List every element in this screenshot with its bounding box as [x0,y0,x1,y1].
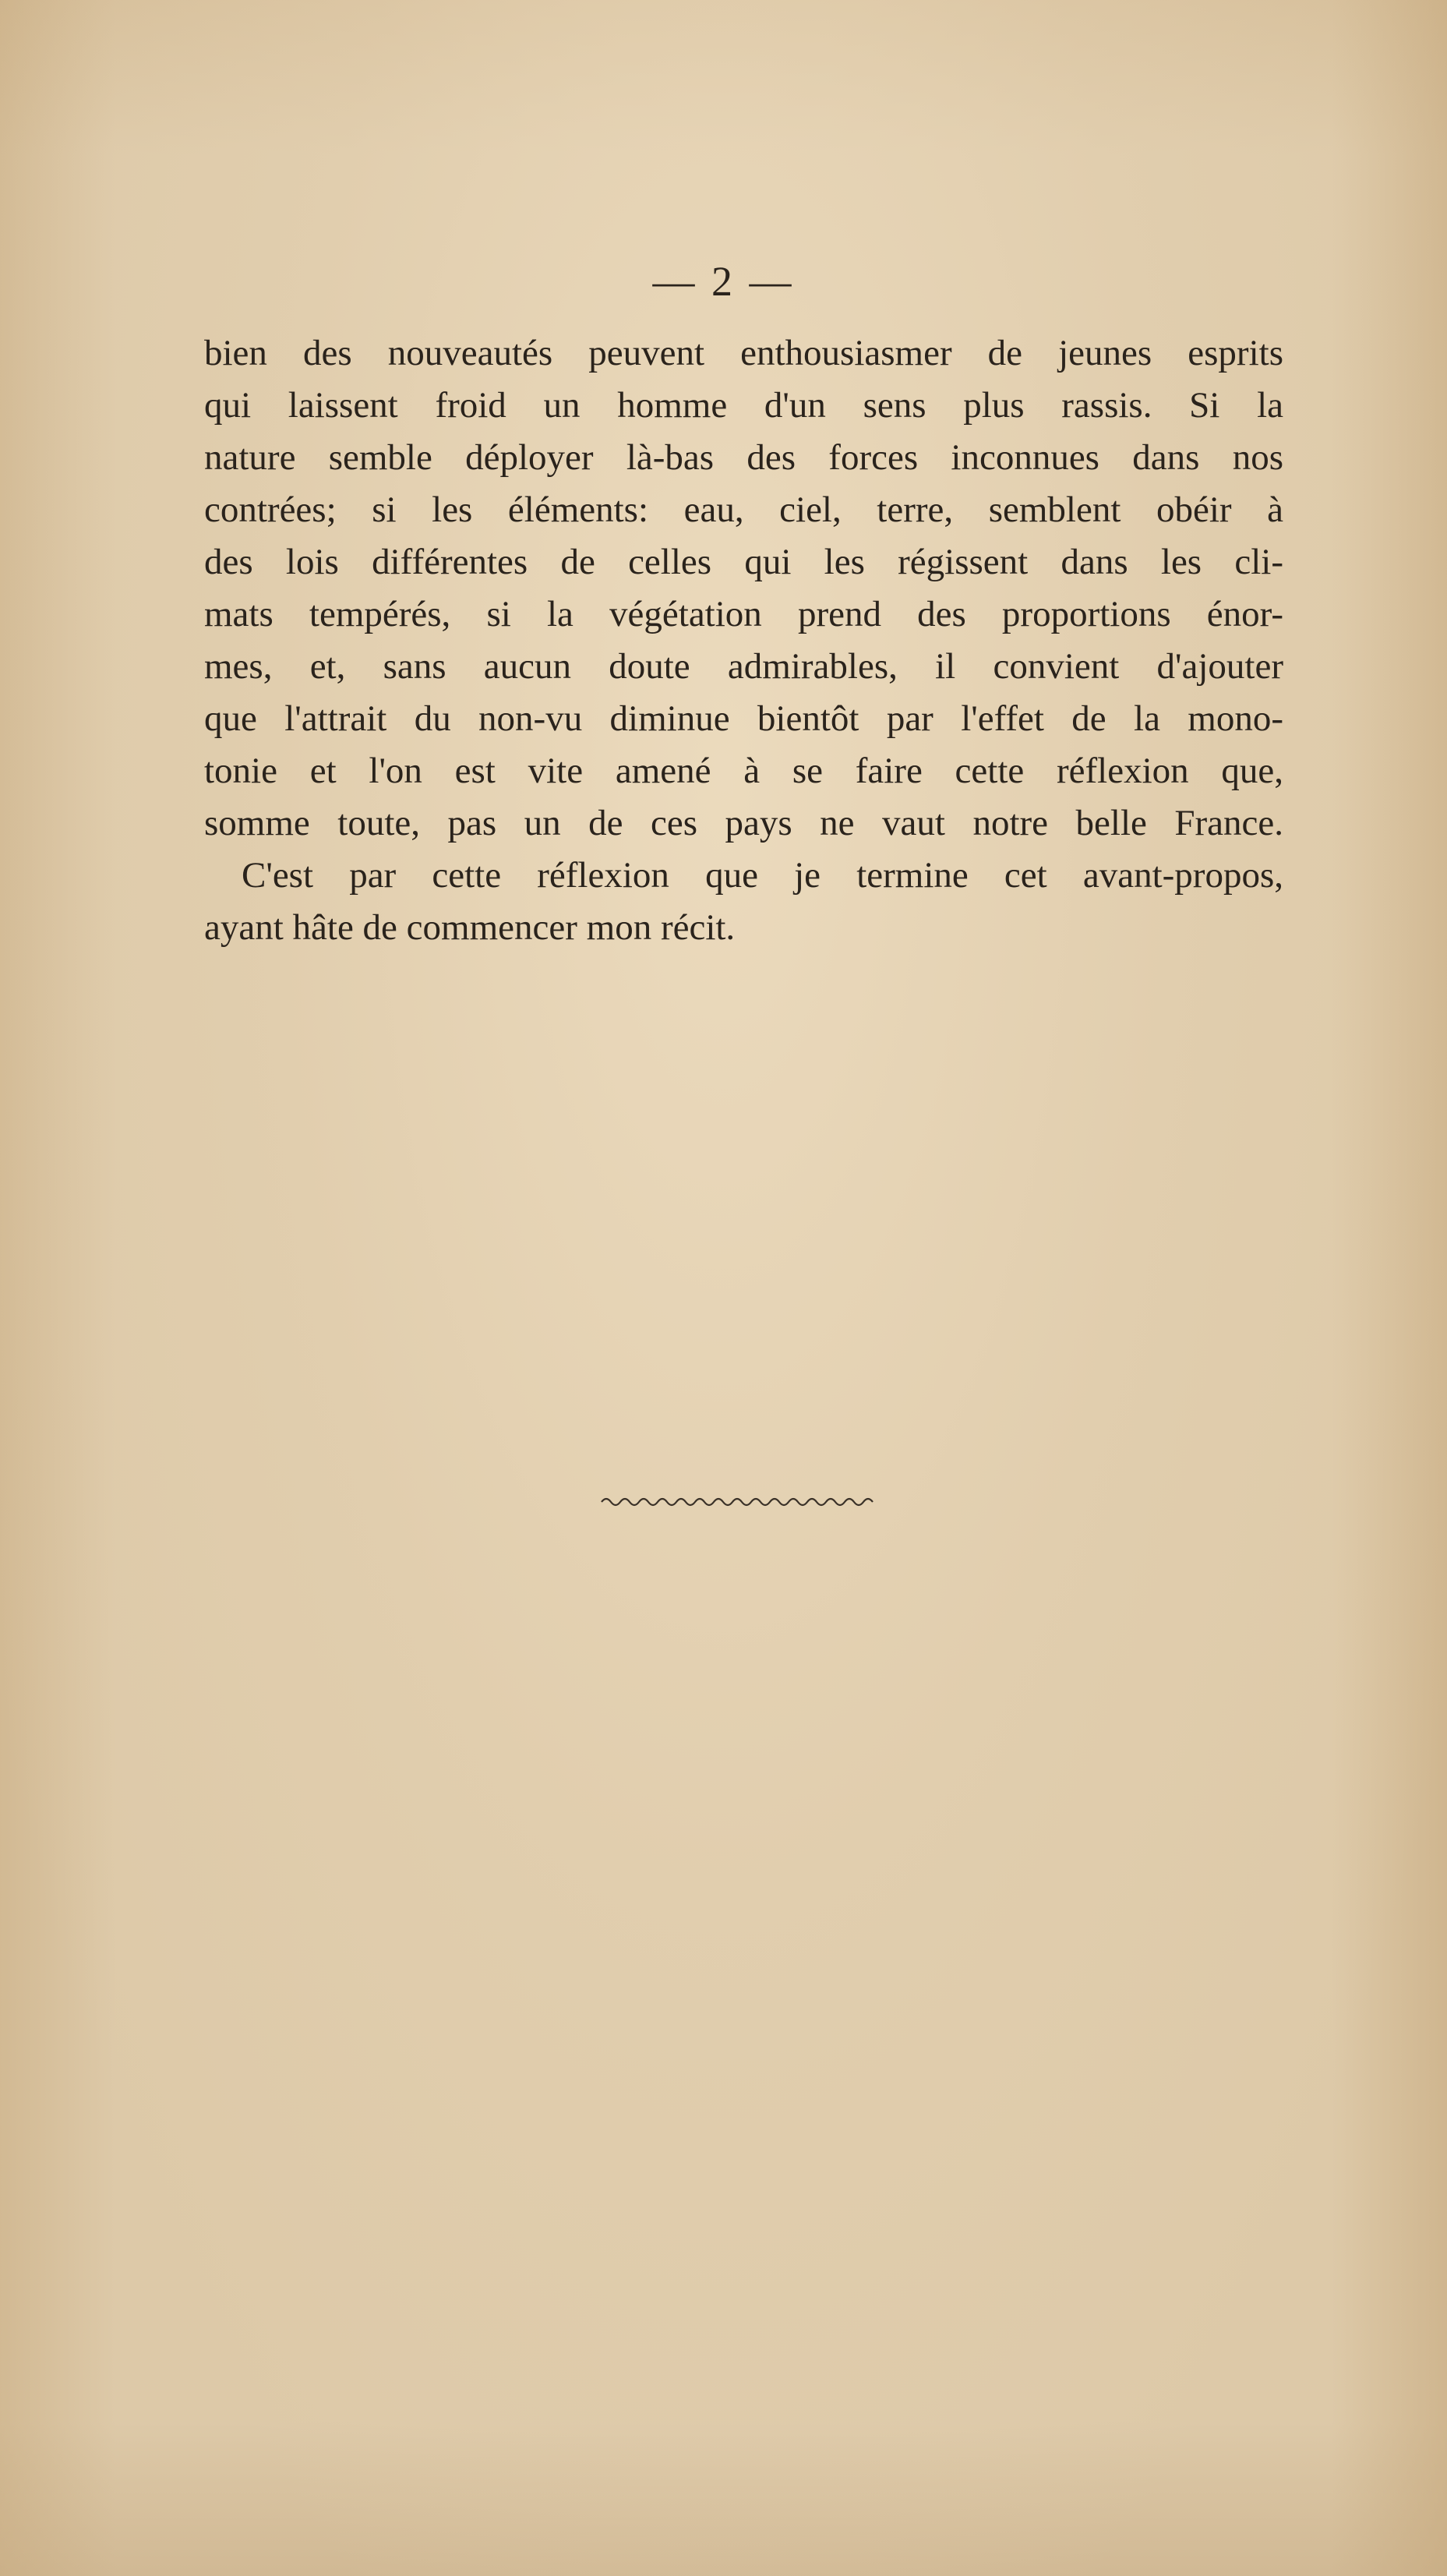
paragraph-1 [204,327,1283,850]
text-line: tonie et l'on est vite amené à se faire cette réflexion que, [204,751,1283,791]
text-line: ayant hâte de commencer mon récit. [204,907,736,948]
text-line: bien des nouveautés peuvent enthousiasmer de jeunes esprits [204,333,1283,373]
body-text [204,327,1283,954]
text-line: C'est par cette réflexion que je termine cet avant-propos, [242,855,1283,896]
text-line: contrées; si les éléments: eau, ciel, terre, semblent obéir à [204,489,1283,530]
text-line: somme toute, pas un de ces pays ne vaut notre belle France. [204,803,1283,843]
text-line: nature semble déployer là-bas des forces inconnues dans nos [204,437,1283,478]
text-line: que l'attrait du non-vu diminue bientôt par l'effet de la mono- [204,698,1283,739]
wavy-rule-ornament [600,1493,881,1511]
text-line: des lois différentes de celles qui les régissent dans les cli- [204,542,1283,582]
text-line: qui laissent froid un homme d'un sens plus rassis. Si la [204,385,1283,426]
paragraph-2 [204,850,1283,954]
page-number: — 2 — [652,258,795,305]
text-line: mats tempérés, si la végétation prend des proportions énor- [204,594,1283,634]
text-line: mes, et, sans aucun doute admirables, il convient d'ajouter [204,646,1283,687]
